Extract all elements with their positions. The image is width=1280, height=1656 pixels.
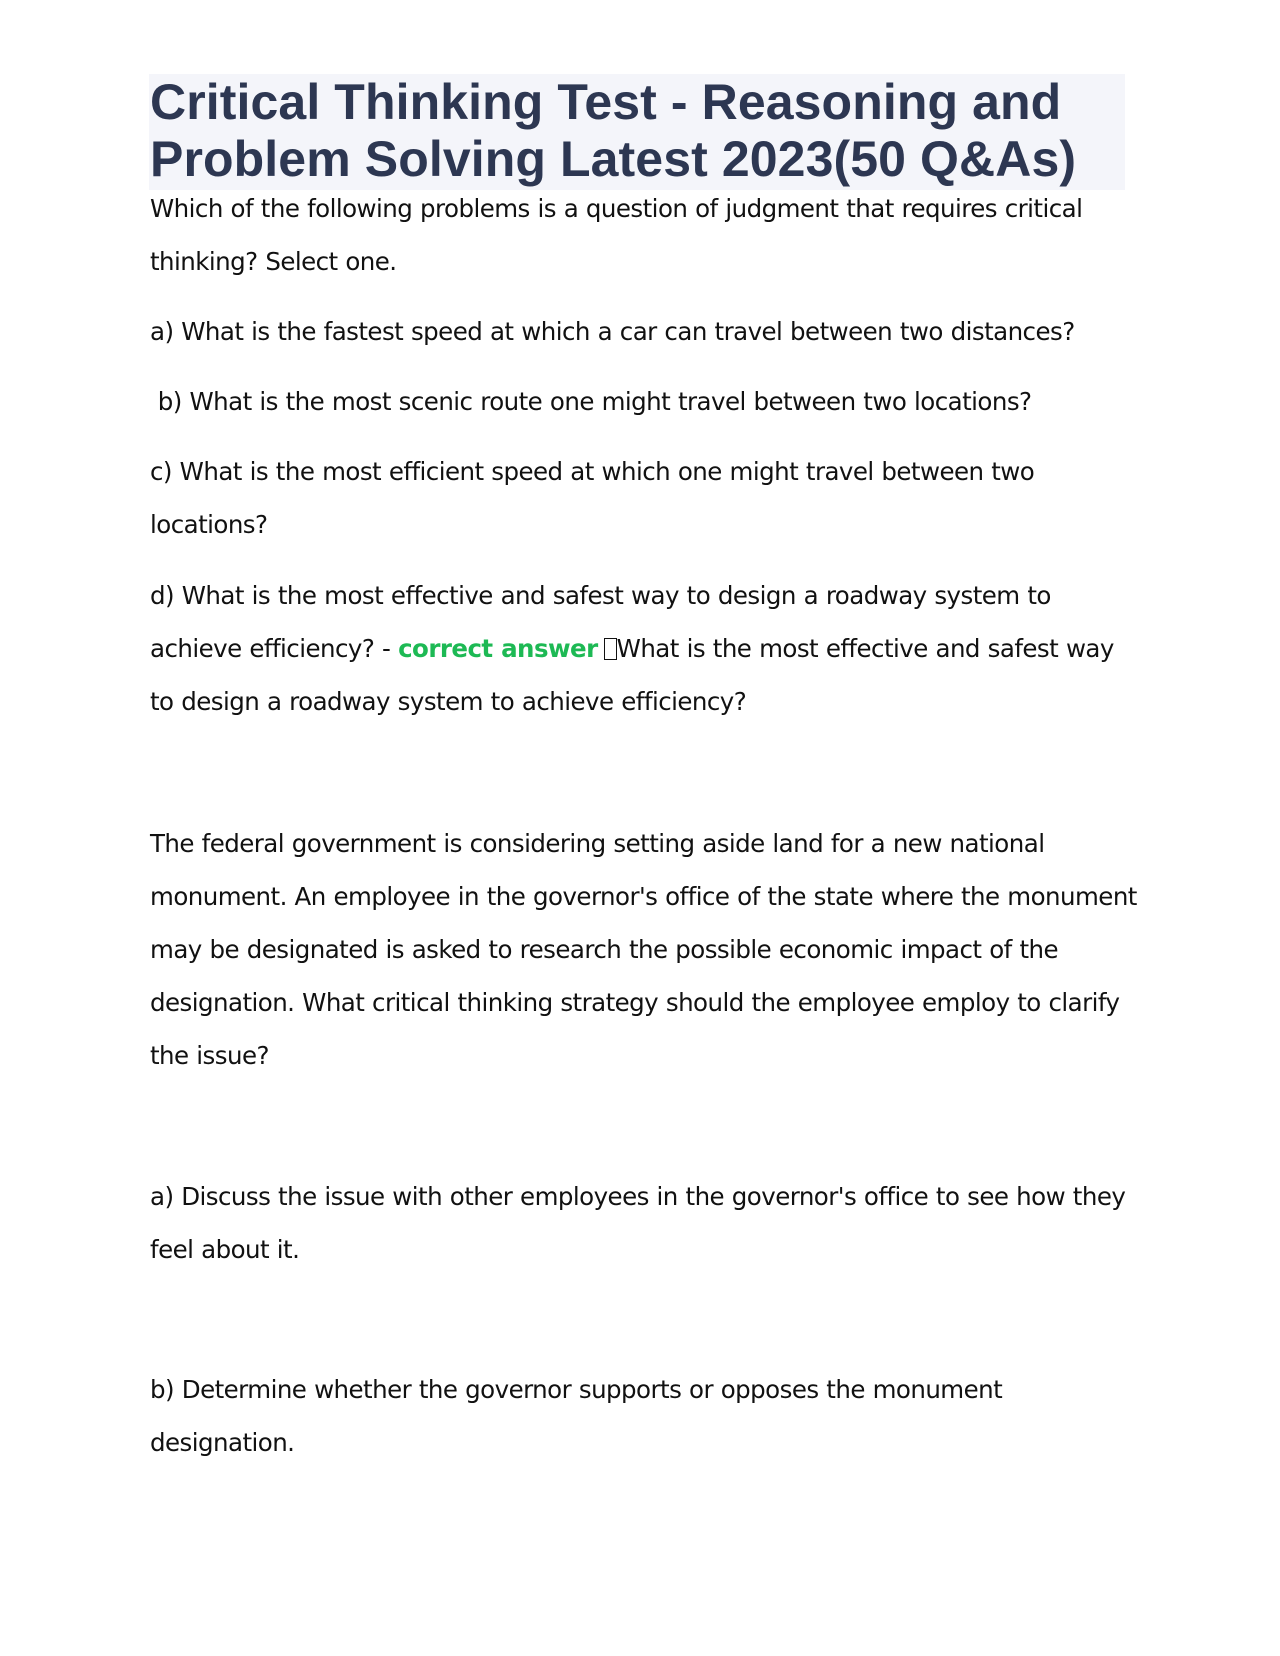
- question-2-option-a: a) Discuss the issue with other employees in the governor's office to see how they feel about it.: [150, 1182, 1126, 1264]
- question-1-option-b: b) What is the most scenic route one might travel between two locations?: [150, 387, 1032, 416]
- correct-answer-label: correct answer: [398, 634, 598, 663]
- question-1-option-a: a) What is the fastest speed at which a car can travel between two distances?: [150, 317, 1075, 346]
- missing-glyph-icon: [604, 638, 617, 660]
- title-block: [149, 74, 1125, 190]
- correct-answer-text: What is the most effective and safest way to design a roadway system to achieve efficiency?: [150, 634, 1114, 716]
- question-1-option-d: [150, 569, 1140, 728]
- question-1-option-d-text: d) What is the most effective and safest way to design a roadway system to achieve efficiency? -: [150, 581, 1051, 663]
- question-2-stem: The federal government is considering setting aside land for a new national monument. An employee in the governor's office of the state where the monument may be designated is asked to research the possible economic impact of the designation. What critical thinking strategy should the employee employ to clarify the issue?: [150, 829, 1137, 1070]
- document-title: Critical Thinking Test - Reasoning and Problem Solving Latest 2023(50 Q&As): [150, 74, 1077, 187]
- question-2-option-b: b) Determine whether the governor supports or opposes the monument designation.: [150, 1375, 1003, 1457]
- question-1-option-c: c) What is the most efficient speed at which one might travel between two locations?: [150, 457, 1035, 539]
- question-1-stem: Which of the following problems is a question of judgment that requires critical thinking? Select one.: [150, 194, 1083, 276]
